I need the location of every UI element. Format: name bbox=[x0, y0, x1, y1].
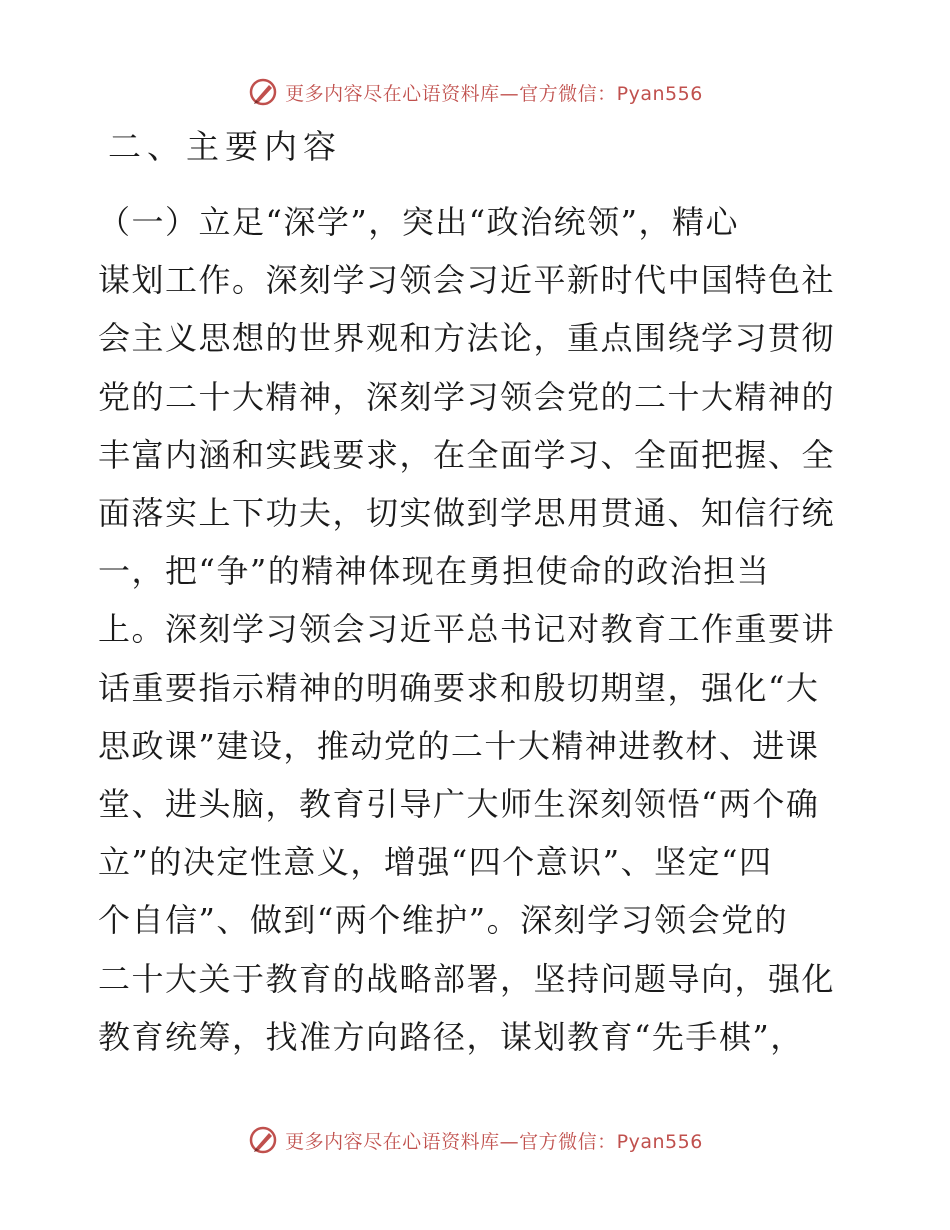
paragraph-line: 党的二十大精神，深刻学习领会党的二十大精神的 bbox=[98, 377, 836, 416]
footer-banner-text: 更多内容尽在心语资料库—官方微信：Pyan556 bbox=[285, 1130, 703, 1153]
paragraph-line: 思政课”建设，推动党的二十大精神进教材、进课 bbox=[98, 726, 820, 765]
paragraph-line: 上。深刻学习领会习近平总书记对教育工作重要讲 bbox=[98, 610, 836, 649]
footer-banner bbox=[0, 1120, 950, 1160]
paragraph-line: 个自信”、做到“两个维护”。深刻学习领会党的 bbox=[98, 901, 789, 940]
pen-logo-icon bbox=[247, 1124, 279, 1156]
paragraph-line: 教育统筹，找准方向路径，谋划教育“先手棋”， bbox=[98, 1017, 804, 1056]
paragraph-line: 二十大关于教育的战略部署，坚持问题导向，强化 bbox=[98, 959, 836, 998]
header-banner-text: 更多内容尽在心语资料库—官方微信：Pyan556 bbox=[285, 82, 703, 105]
paragraph-line: （一）立足“深学”，突出“政治统领”，精心 bbox=[98, 203, 739, 241]
paragraph-line: 丰富内涵和实践要求，在全面学习、全面把握、全 bbox=[98, 435, 836, 474]
paragraph-line: 话重要指示精神的明确要求和殷切期望，强化“大 bbox=[98, 668, 820, 707]
paragraph-line: 谋划工作。深刻学习领会习近平新时代中国特色社 bbox=[98, 261, 836, 300]
paragraph bbox=[98, 193, 858, 1066]
paragraph-line: 会主义思想的世界观和方法论，重点围绕学习贯彻 bbox=[98, 319, 836, 358]
header-banner bbox=[0, 72, 950, 112]
paragraph-line: 面落实上下功夫，切实做到学思用贯通、知信行统 bbox=[98, 494, 836, 533]
paragraph-line: 堂、进头脑，教育引导广大师生深刻领悟“两个确 bbox=[98, 785, 820, 824]
paragraph-line: 立”的决定性意义，增强“四个意识”、坚定“四 bbox=[98, 843, 773, 882]
pen-logo-icon bbox=[247, 76, 279, 108]
paragraph-line: 一，把“争”的精神体现在勇担使命的政治担当 bbox=[98, 552, 771, 591]
section-heading: 二、主要内容 bbox=[108, 127, 342, 166]
